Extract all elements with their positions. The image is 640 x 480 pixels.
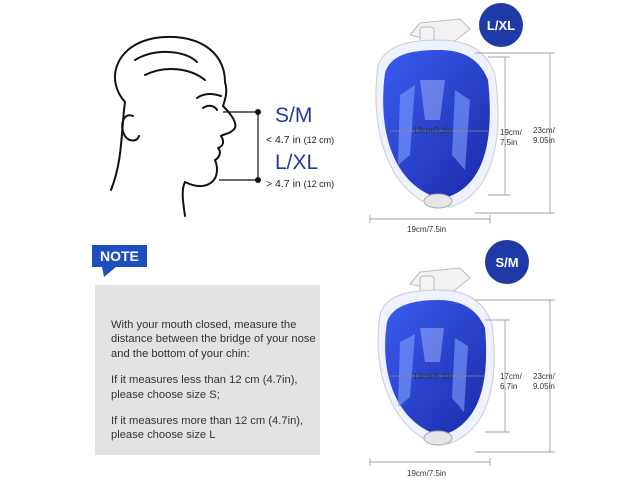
- size-lxl-rule: [266, 178, 334, 190]
- mask-sm-illustration: [360, 262, 560, 477]
- note-paragraph: If it measures less than 12 cm (4.7in), please choose size S;: [111, 374, 298, 401]
- size-sm-rule-prefix: < 4.7 in: [266, 134, 301, 146]
- mask-sm-total-height: 23cm/ 9.05in: [533, 372, 555, 391]
- size-lxl-rule-unit: (12 cm): [303, 179, 335, 189]
- size-badge-lxl: L/XL: [479, 3, 523, 47]
- note-tag-label: NOTE: [92, 245, 147, 267]
- mask-sm-inner-width: 13cm/5.1in: [413, 372, 453, 381]
- note-tag-pointer-icon: [102, 267, 116, 277]
- mask-lxl-inner-height: 19cm/ 7.5in: [500, 128, 522, 147]
- mask-lxl-inner-width: 13cm/5.1in: [413, 126, 453, 135]
- mask-sm-inner-height: 17cm/ 6.7in: [500, 372, 522, 391]
- size-sm-label: S/M: [275, 104, 313, 127]
- size-lxl-label: L/XL: [275, 151, 319, 174]
- size-lxl-rule-prefix: > 4.7 in: [266, 178, 301, 190]
- note-paragraph: If it measures more than 12 cm (4.7in), please choose size L: [111, 415, 304, 442]
- size-sm-rule: [266, 134, 334, 146]
- face-profile-illustration: [85, 30, 270, 220]
- note-text: [111, 318, 321, 455]
- size-badge-sm: S/M: [485, 240, 529, 284]
- size-sm-rule-unit: (12 cm): [303, 135, 335, 145]
- mask-lxl-illustration: [360, 5, 560, 240]
- mask-lxl-total-width: 19cm/7.5in: [407, 225, 447, 234]
- mask-sm-total-width: 19cm/7.5in: [407, 469, 447, 478]
- note-paragraph: With your mouth closed, measure the distance between the bridge of your nose and the bottom of your chin:: [111, 319, 316, 360]
- mask-lxl-total-height: 23cm/ 9.05in: [533, 126, 555, 145]
- note-tag: [92, 245, 147, 277]
